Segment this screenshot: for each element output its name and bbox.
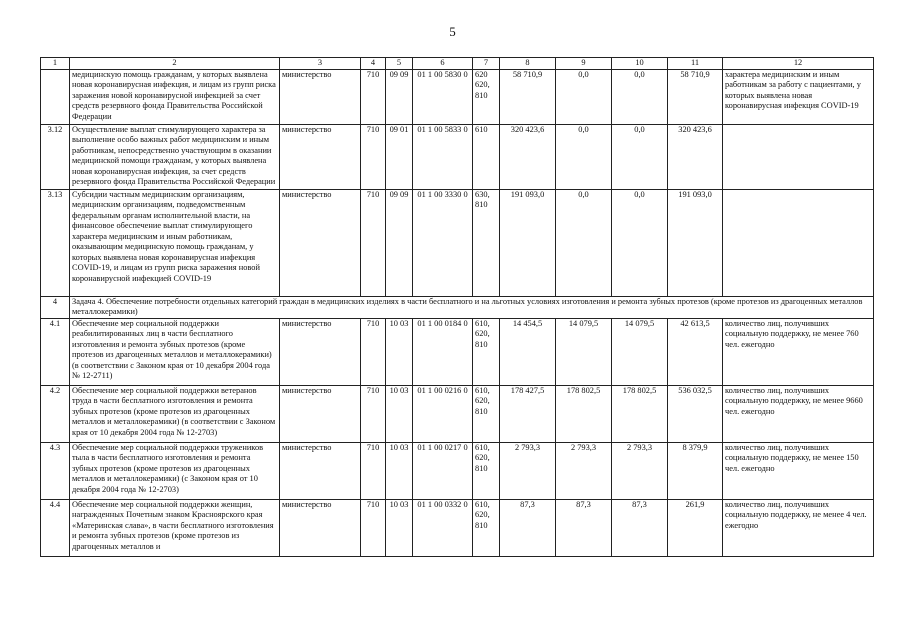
table-row [41,189,874,296]
measure-name: Осуществление выплат стимулирующего характера за выполнение особо важных работ медицинским и иным работникам, непосредственно участвующим в оказании медицинской помощи гражданам, у которых выявлена новая коронавирусная инфекция, за счет средств резервного фонда Правительства Российской Федерации [70,124,280,189]
target-code: 01 1 00 0332 0 [413,499,473,556]
total-amount: 191 093,0 [668,189,723,296]
table-row [41,69,874,124]
year3-amount: 0,0 [612,69,668,124]
target-code: 01 1 00 3330 0 [413,189,473,296]
section-code: 09 09 [386,69,413,124]
year1-amount: 58 710,9 [500,69,556,124]
target-code: 01 1 00 0217 0 [413,442,473,499]
responsible: министерство [280,189,361,296]
header-cell: 1 [41,58,70,70]
year2-amount: 2 793,3 [556,442,612,499]
table-row [41,318,874,385]
table-row [41,385,874,442]
expense-code: 610, 620, 810 [473,318,500,385]
expense-code: 610, 620, 810 [473,442,500,499]
measure-name: Субсидии частным медицинским организациям, медицинским организациям, подведомственным федеральным органам исполнительной власти, на финансовое обеспечение выплат стимулирующего характера медицинским и иным работникам, оказывающим медицинскую помощь гражданам, у которых выявлена новая коронавирусная инфекция COVID-19, и лицам из групп риска заражения новой коронавирусной инфекцией COVID-19 [70,189,280,296]
target-code: 01 1 00 5833 0 [413,124,473,189]
row-number: 4.1 [41,318,70,385]
year3-amount: 87,3 [612,499,668,556]
measure-name: медицинскую помощь гражданам, у которых выявлена новая коронавирусная инфекция, и лицам из групп риска заражения новой коронавирусной инфекцией за счет средств резервного фонда Правительства Российской Федерации [70,69,280,124]
total-amount: 320 423,6 [668,124,723,189]
year3-amount: 0,0 [612,124,668,189]
target-code: 01 1 00 5830 0 [413,69,473,124]
expense-code: 630, 810 [473,189,500,296]
expected-result: характера медицинским и иным работникам за работу с пациентами, у которых выявлена новая коронавирусная инфекция COVID-19 [723,69,874,124]
expense-code: 610, 620, 810 [473,499,500,556]
section-code: 10 03 [386,499,413,556]
responsible: министерство [280,124,361,189]
expense-code: 620 620, 810 [473,69,500,124]
year2-amount: 0,0 [556,189,612,296]
year3-amount: 178 802,5 [612,385,668,442]
target-code: 01 1 00 0216 0 [413,385,473,442]
row-number: 3.13 [41,189,70,296]
row-number: 4.3 [41,442,70,499]
table-row [41,499,874,556]
section-code: 10 03 [386,442,413,499]
year3-amount: 0,0 [612,189,668,296]
measure-name: Обеспечение мер социальной поддержки ветеранов труда в части бесплатного изготовления и ремонта зубных протезов (кроме протезов из драгоценных металлов и металлокерамики) (в соответствии с Законом края от 10 декабря 2004 года № 12-2703) [70,385,280,442]
program-table [40,57,874,557]
responsible: министерство [280,385,361,442]
measure-name: Обеспечение мер социальной поддержки тружеников тыла в части бесплатного изготовления и ремонта зубных протезов (кроме протезов из драгоценных металлов и металлокерамики) (с Законом края от 10 декабря 2004 года № 12-2703) [70,442,280,499]
page-number: 5 [449,24,456,39]
year2-amount: 0,0 [556,124,612,189]
year1-amount: 191 093,0 [500,189,556,296]
expense-code: 610 [473,124,500,189]
header-cell: 12 [723,58,874,70]
year1-amount: 87,3 [500,499,556,556]
responsible: министерство [280,499,361,556]
year2-amount: 0,0 [556,69,612,124]
header-cell: 3 [280,58,361,70]
total-amount: 536 032,5 [668,385,723,442]
grbs-code: 710 [361,189,386,296]
grbs-code: 710 [361,124,386,189]
expected-result: количество лиц, получивших социальную поддержку, не менее 9660 чел. ежегодно [723,385,874,442]
responsible: министерство [280,442,361,499]
measure-name: Обеспечение мер социальной поддержки женщин, награжденных Почетным знаком Красноярского края «Материнская слава», в части бесплатного изготовления и ремонта зубных протезов (кроме протезов из драгоценных металлов и [70,499,280,556]
header-cell: 7 [473,58,500,70]
total-amount: 42 613,5 [668,318,723,385]
expected-result [723,189,874,296]
year1-amount: 14 454,5 [500,318,556,385]
table-row [41,442,874,499]
measure-name: Обеспечение мер социальной поддержки реабилитированных лиц в части бесплатного изготовления и ремонта зубных протезов (кроме протезов из драгоценных металлов и металлокерамики) (в соответствии с Законом края от 10 декабря 2004 года № 12-2711) [70,318,280,385]
task-row [41,296,874,318]
year1-amount: 320 423,6 [500,124,556,189]
year2-amount: 14 079,5 [556,318,612,385]
grbs-code: 710 [361,385,386,442]
task-text: Задача 4. Обеспечение потребности отдельных категорий граждан в медицинских изделиях в части бесплатного и на льготных условиях изготовления и ремонта зубных протезов (кроме протезов из драгоценных металлов металлокерамики) [70,296,874,318]
total-amount: 8 379,9 [668,442,723,499]
expected-result: количество лиц, получивших социальную поддержку, не менее 150 чел. ежегодно [723,442,874,499]
row-number: 4.2 [41,385,70,442]
year2-amount: 178 802,5 [556,385,612,442]
grbs-code: 710 [361,499,386,556]
section-code: 09 01 [386,124,413,189]
row-number: 4.4 [41,499,70,556]
header-cell: 11 [668,58,723,70]
target-code: 01 1 00 0184 0 [413,318,473,385]
header-cell: 6 [413,58,473,70]
header-cell: 10 [612,58,668,70]
header-cell: 2 [70,58,280,70]
expected-result [723,124,874,189]
header-cell: 8 [500,58,556,70]
year1-amount: 178 427,5 [500,385,556,442]
row-number [41,69,70,124]
year3-amount: 14 079,5 [612,318,668,385]
header-row [41,58,874,70]
year2-amount: 87,3 [556,499,612,556]
year1-amount: 2 793,3 [500,442,556,499]
grbs-code: 710 [361,69,386,124]
total-amount: 261,9 [668,499,723,556]
expense-code: 610, 620, 810 [473,385,500,442]
header-cell: 4 [361,58,386,70]
expected-result: количество лиц, получивших социальную поддержку, не менее 4 чел. ежегодно [723,499,874,556]
task-number: 4 [41,296,70,318]
grbs-code: 710 [361,318,386,385]
section-code: 10 03 [386,385,413,442]
header-cell: 9 [556,58,612,70]
section-code: 10 03 [386,318,413,385]
responsible: министерство [280,318,361,385]
total-amount: 58 710,9 [668,69,723,124]
header-cell: 5 [386,58,413,70]
year3-amount: 2 793,3 [612,442,668,499]
grbs-code: 710 [361,442,386,499]
row-number: 3.12 [41,124,70,189]
table-row [41,124,874,189]
section-code: 09 09 [386,189,413,296]
expected-result: количество лиц, получивших социальную поддержку, не менее 760 чел. ежегодно [723,318,874,385]
responsible: министерство [280,69,361,124]
